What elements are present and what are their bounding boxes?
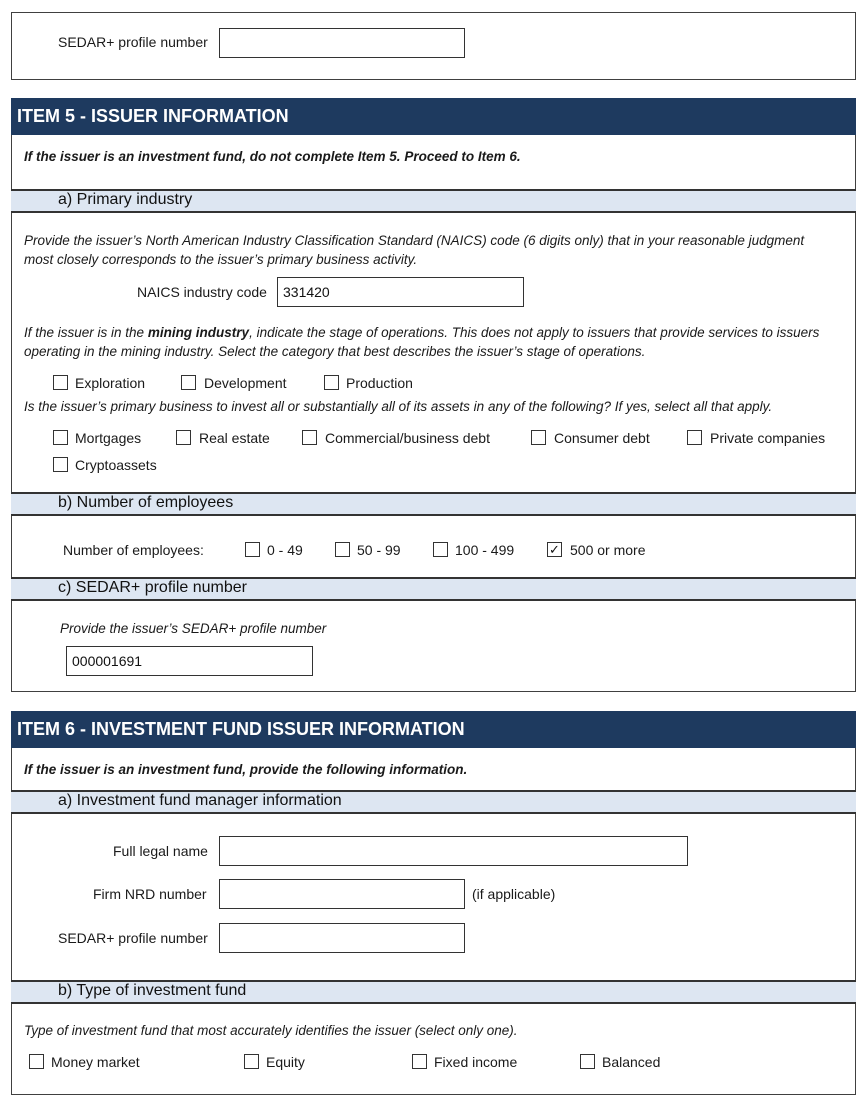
asset-private-companies-checkbox[interactable] [687,430,702,445]
fund-equity-checkbox[interactable] [244,1054,259,1069]
asset-mortgages-checkbox[interactable] [53,430,68,445]
manager-sedar-label: SEDAR+ profile number [58,930,208,946]
naics-instruction: Provide the issuer’s North American Industry Classification Standard (NAICS) code (6 digits only) that in your reasonable judgment most closely corresponds to the issuer’s primary business activity. [24,233,805,267]
firm-nrd-label: Firm NRD number [93,886,207,902]
mining-suffix: , indicate the stage of operations. This does not apply to issuers that provide services to issuers operating in the mining industry. Select the category that best describes the issuer’s stage of operations. [24,325,820,359]
employees-0-49-checkbox[interactable] [245,542,260,557]
asset-consumer-debt-label: Consumer debt [554,430,650,446]
employees-500-plus-label: 500 or more [570,542,646,558]
mining-bold: mining industry [147,325,250,340]
asset-cryptoassets-checkbox[interactable] [53,457,68,472]
item5-note: If the issuer is an investment fund, do not complete Item 5. Proceed to Item 6. [24,149,521,164]
fund-type-instruction: Type of investment fund that most accurately identifies the issuer (select only one). [24,1023,518,1038]
asset-cryptoassets-label: Cryptoassets [75,457,157,473]
assets-question: Is the issuer’s primary business to invest all or substantially all of its assets in any of the following? If yes, select all that apply. [24,399,773,414]
fund-balanced-label: Balanced [602,1054,661,1070]
employees-100-499-label: 100 - 499 [455,542,515,558]
asset-mortgages-label: Mortgages [75,430,142,446]
top-sedar-input[interactable] [219,28,465,58]
item5-section [11,98,856,692]
stage-development-label: Development [204,375,287,391]
asset-consumer-debt-checkbox[interactable] [531,430,546,445]
firm-nrd-input[interactable] [219,879,465,909]
item6-note: If the issuer is an investment fund, provide the following information. [24,762,468,777]
fund-fixed-income-checkbox[interactable] [412,1054,427,1069]
fund-equity-label: Equity [266,1054,305,1070]
stage-exploration-checkbox[interactable] [53,375,68,390]
asset-private-companies-label: Private companies [710,430,826,446]
mining-instruction [24,324,846,361]
employees-500-plus-checkbox[interactable]: ✓ [547,542,562,557]
fund-money-market-checkbox[interactable] [29,1054,44,1069]
stage-exploration-label: Exploration [75,375,146,391]
naics-label: NAICS industry code [137,284,267,300]
item6-b-header: b) Type of investment fund [11,980,856,1004]
item5-a-header: a) Primary industry [11,189,856,213]
employees-50-99-label: 50 - 99 [357,542,401,558]
item6-a-header: a) Investment fund manager information [11,790,856,814]
employees-label: Number of employees: [63,542,204,558]
asset-commercial-debt-checkbox[interactable] [302,430,317,445]
manager-sedar-input[interactable] [219,923,465,953]
asset-commercial-debt-label: Commercial/business debt [325,430,490,446]
item5-b-header: b) Number of employees [11,492,856,516]
full-legal-name-label: Full legal name [113,843,208,859]
naics-input[interactable]: 331420 [277,277,524,307]
fund-balanced-checkbox[interactable] [580,1054,595,1069]
sedar-instruction: Provide the issuer’s SEDAR+ profile number [60,621,327,636]
stage-production-label: Production [346,375,413,391]
employees-100-499-checkbox[interactable] [433,542,448,557]
item6-title: ITEM 6 - INVESTMENT FUND ISSUER INFORMATION [11,711,856,748]
if-applicable-note: (if applicable) [472,886,556,902]
item5-title: ITEM 5 - ISSUER INFORMATION [11,98,856,135]
stage-production-checkbox[interactable] [324,375,339,390]
issuer-sedar-input[interactable]: 000001691 [66,646,313,676]
item5-c-header: c) SEDAR+ profile number [11,577,856,601]
asset-real-estate-label: Real estate [199,430,270,446]
stage-development-checkbox[interactable] [181,375,196,390]
employees-0-49-label: 0 - 49 [267,542,303,558]
mining-prefix: If the issuer is in the [24,325,148,340]
fund-fixed-income-label: Fixed income [434,1054,518,1070]
asset-real-estate-checkbox[interactable] [176,430,191,445]
fund-money-market-label: Money market [51,1054,140,1070]
full-legal-name-input[interactable] [219,836,688,866]
top-sedar-label: SEDAR+ profile number [58,34,208,50]
employees-50-99-checkbox[interactable] [335,542,350,557]
